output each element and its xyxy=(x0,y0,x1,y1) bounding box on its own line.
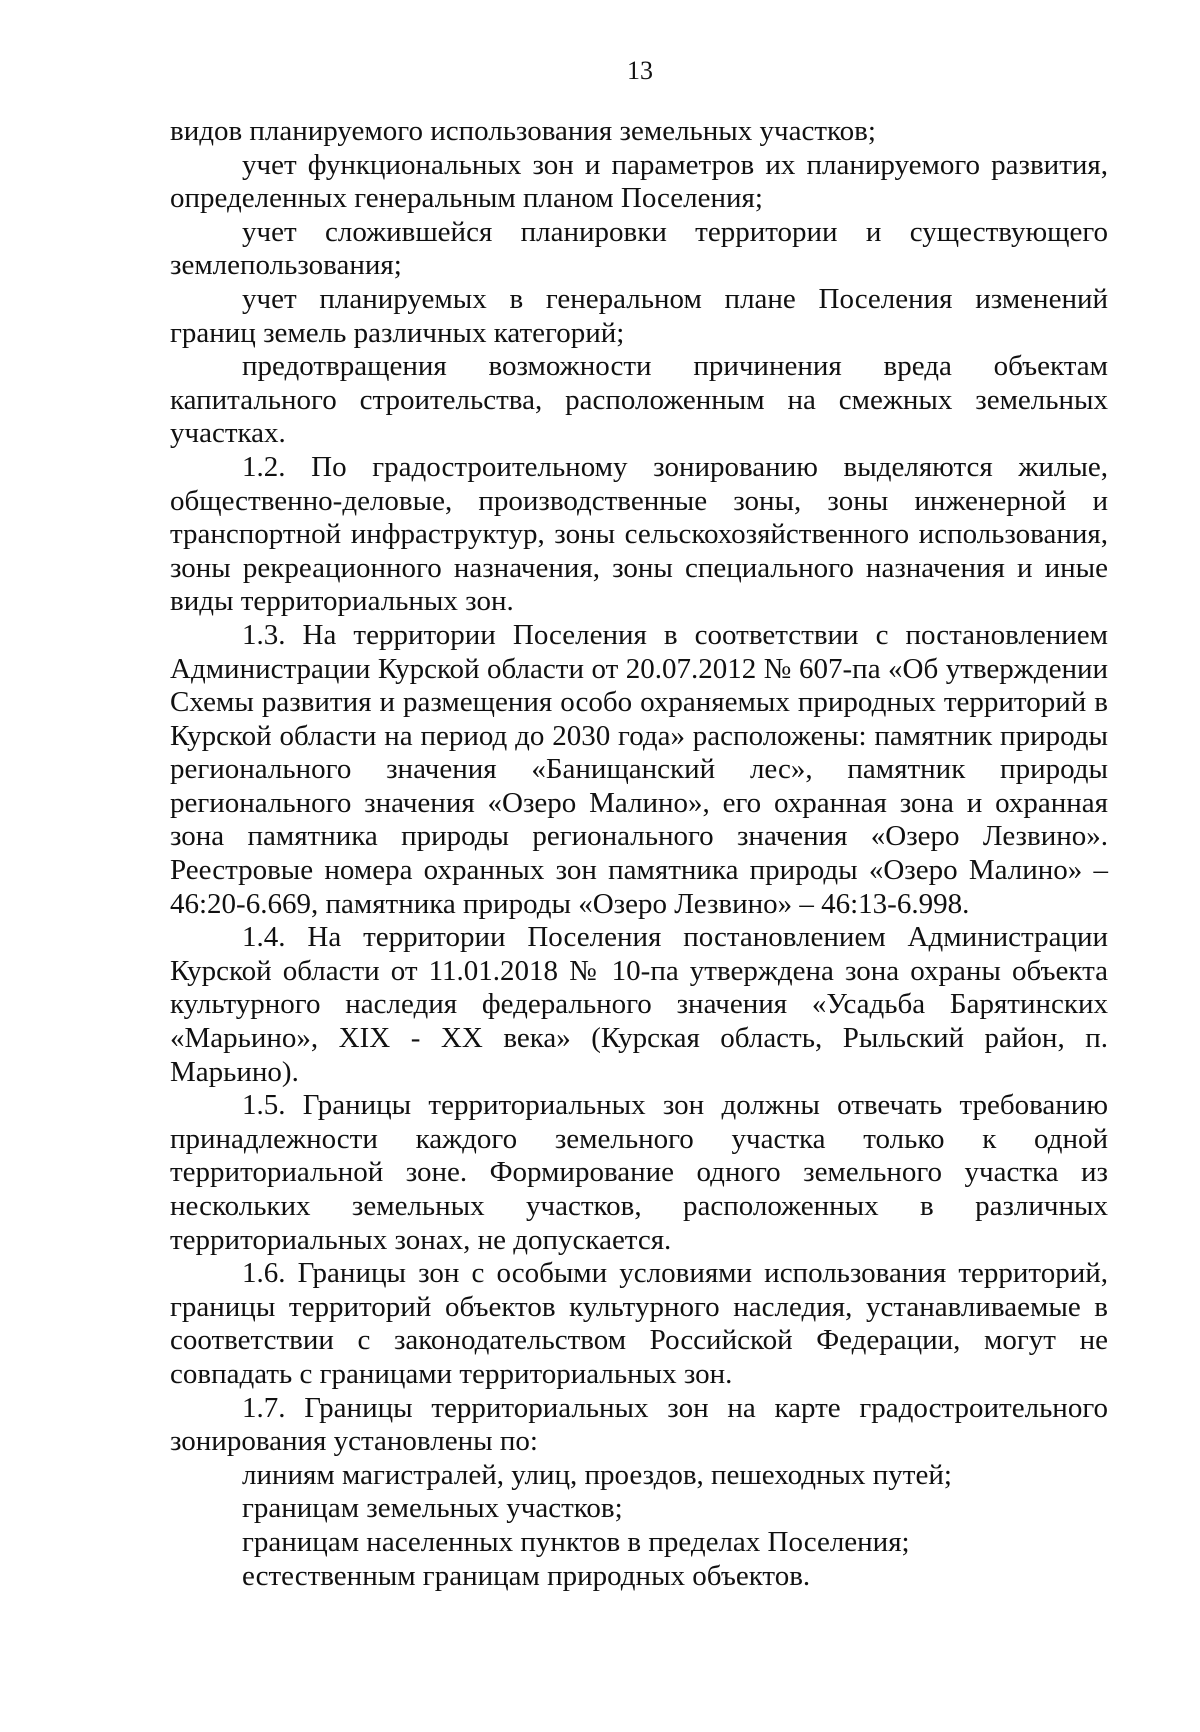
paragraph: предотвращения возможности причинения вреда объектам капитального строительства, расположенным на смежных земельных участках. xyxy=(170,350,1108,450)
paragraph: 1.7. Границы территориальных зон на карте градостроительного зонирования установлены по: xyxy=(170,1391,1108,1458)
paragraph: 1.2. По градостроительному зонированию выделяются жилые, общественно-деловые, производственные зоны, зоны инженерной и транспортной инфраструктур, зоны сельскохозяйственного использования, зоны рекреационного назначения, зоны специального назначения и иные виды территориальных зон. xyxy=(170,450,1108,618)
page-number: 13 xyxy=(627,56,653,85)
paragraph: 1.5. Границы территориальных зон должны отвечать требованию принадлежности каждого земельного участка только к одной территориальной зоне. Формирование одного земельного участка из нескольких земельных участков, расположенных в различных территориальных зонах, не допускается. xyxy=(170,1089,1108,1256)
paragraph: 1.3. На территории Поселения в соответствии с постановлением Администрации Курской области от 20.07.2012 № 607-па «Об утверждении Схемы развития и размещения особо охраняемых природных территорий в Курской области на период до 2030 года» расположены: памятник природы регионального значения «Банищанский лес», памятник природы регионального значения «Озеро Малино», его охранная зона и охранная зона памятника природы регионального значения «Озеро Лезвино». Реестровые номера охранных зон памятника природы «Озеро Малино» – 46:20-6.669, памятника природы «Озеро Лезвино» – 46:13-6.998. xyxy=(170,618,1108,920)
paragraph: 1.6. Границы зон с особыми условиями использования территорий, границы территорий объектов культурного наследия, устанавливаемые в соответствии с законодательством Российской Федерации, могут не совпадать с границами территориальных зон. xyxy=(170,1257,1108,1390)
list-item: линиям магистралей, улиц, проездов, пешеходных путей; xyxy=(242,1458,952,1491)
list-item: границам населенных пунктов в пределах Поселения; xyxy=(242,1525,910,1558)
list-item: естественным границам природных объектов. xyxy=(242,1559,811,1592)
paragraph: учет функциональных зон и параметров их планируемого развития, определенных генеральным планом Поселения; xyxy=(170,148,1108,215)
document-body xyxy=(170,115,1108,1593)
paragraph: учет сложившейся планировки территории и существующего землепользования; xyxy=(170,215,1108,282)
paragraph: учет планируемых в генеральном плане Поселения изменений границ земель различных категорий; xyxy=(170,282,1108,349)
list-item: границам земельных участков; xyxy=(242,1492,623,1525)
paragraph: 1.4. На территории Поселения постановлением Администрации Курской области от 11.01.2018 № 10-па утверждена зона охраны объекта культурного наследия федерального значения «Усадьба Барятинских «Марьино», XIX - XX века» (Курская область, Рыльский район, п. Марьино). xyxy=(170,921,1108,1088)
paragraph: видов планируемого использования земельных участков; xyxy=(170,115,876,147)
